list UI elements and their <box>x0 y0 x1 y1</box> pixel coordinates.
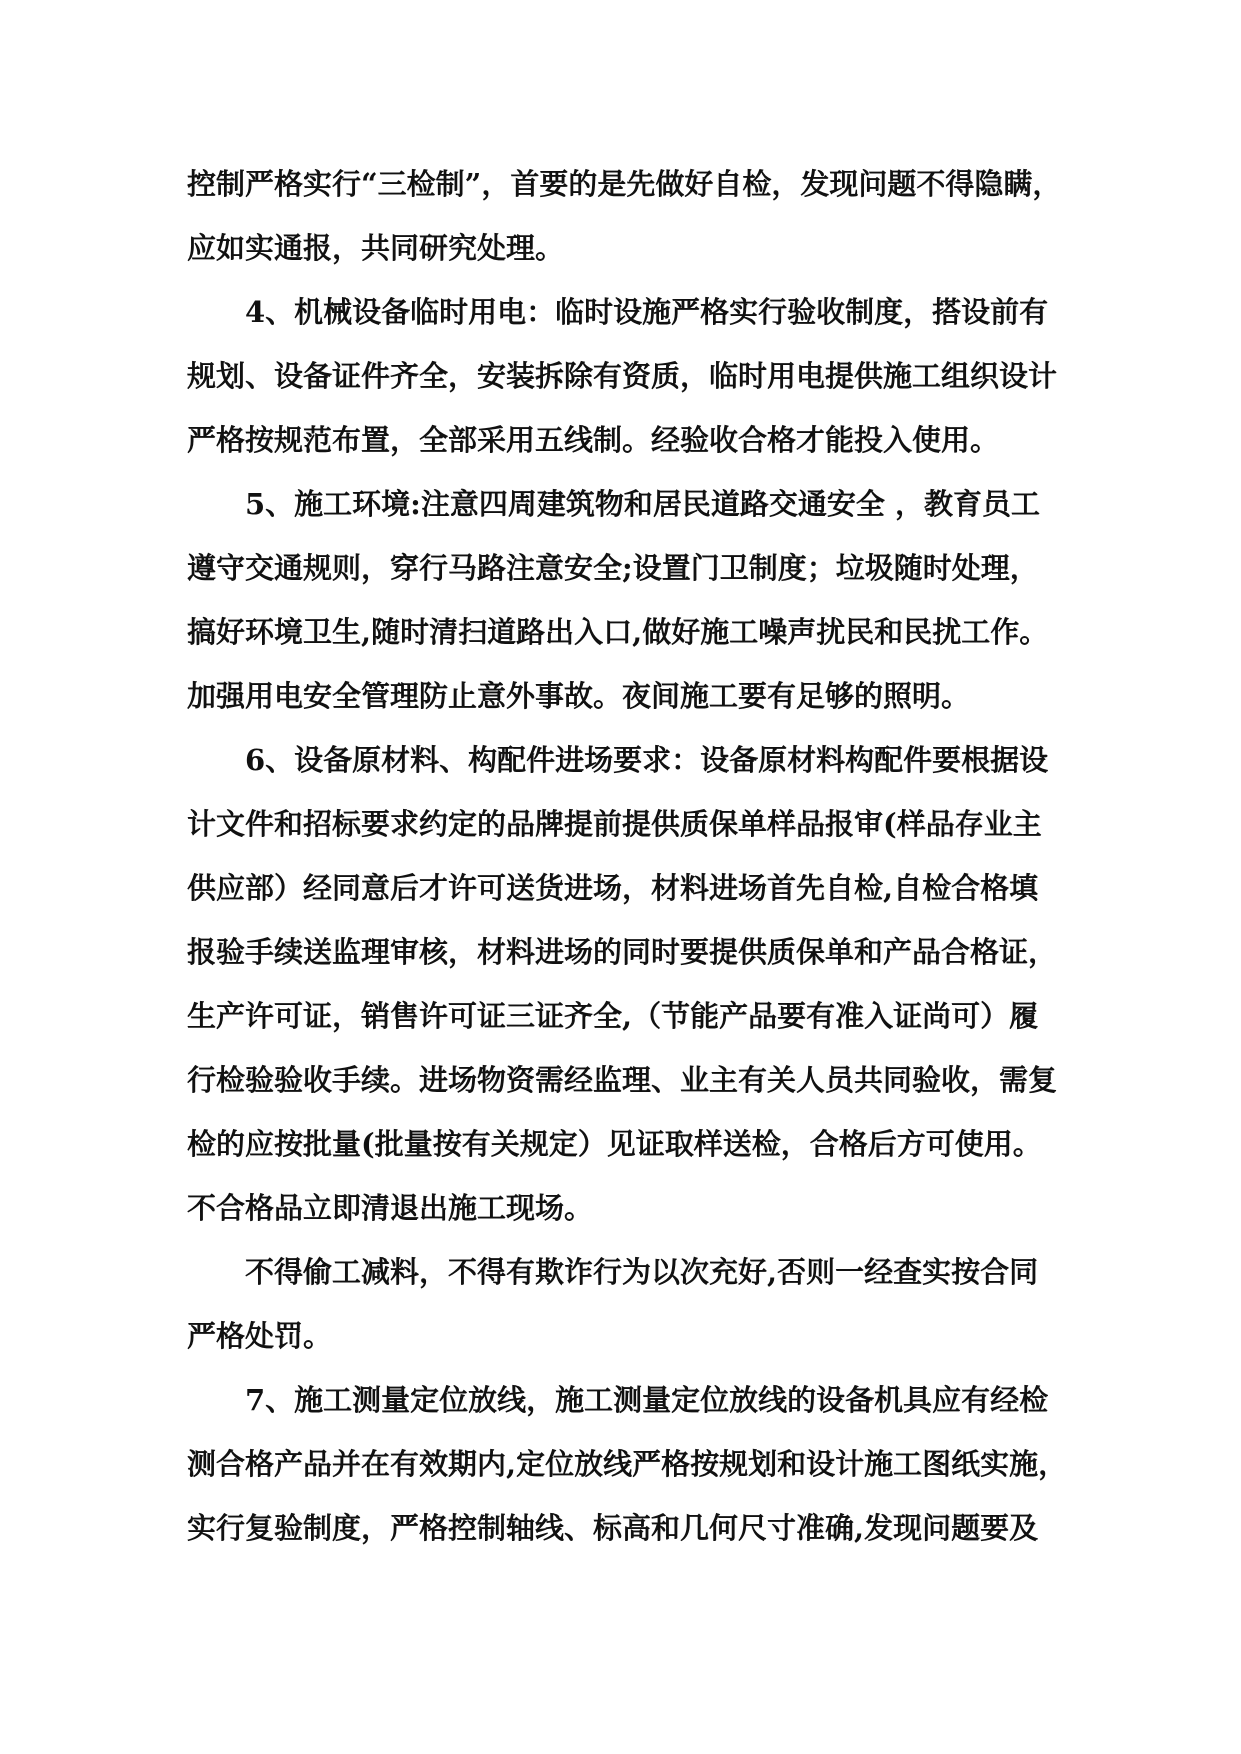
text-line: 搞好环境卫生,随时清扫道路出入口,做好施工噪声扰民和民扰工作。 <box>187 615 1049 649</box>
text-line: 应如实通报，共同研究处理。 <box>187 231 565 265</box>
text-line: 行检验验收手续。进场物资需经监理、业主有关人员共同验收，需复 <box>187 1063 1058 1097</box>
paragraph <box>187 728 1067 1240</box>
text-line: 生产许可证，销售许可证三证齐全,（节能产品要有准入证尚可）履 <box>187 999 1039 1033</box>
text-line: 实行复验制度，严格控制轴线、标高和几何尺寸准确,发现问题要及 <box>187 1511 1039 1545</box>
text-line: 严格按规范布置，全部采用五线制。经验收合格才能投入使用。 <box>187 423 1000 457</box>
paragraph <box>187 1240 1067 1368</box>
text-line: 计文件和招标要求约定的品牌提前提供质保单样品报审(样品存业主 <box>187 807 1042 841</box>
document-body <box>187 152 1067 1560</box>
text-line: 检的应按批量(批量按有关规定）见证取样送检，合格后方可使用。 <box>187 1127 1042 1161</box>
text-line: 7、施工测量定位放线，施工测量定位放线的设备机具应有经检 <box>245 1383 1049 1417</box>
text-line: 规划、设备证件齐全，安装拆除有资质，临时用电提供施工组织设计 <box>187 359 1058 393</box>
text-line: 遵守交通规则，穿行马路注意安全;设置门卫制度；垃圾随时处理， <box>187 551 1039 585</box>
text-line: 控制严格实行“三检制”，首要的是先做好自检，发现问题不得隐瞒， <box>187 167 1062 201</box>
text-line: 不得偷工减料，不得有欺诈行为以次充好,否则一经查实按合同 <box>245 1255 1039 1289</box>
text-line: 严格处罚。 <box>187 1319 333 1353</box>
text-line: 测合格产品并在有效期内,定位放线严格按规划和设计施工图纸实施， <box>187 1447 1068 1481</box>
paragraph <box>187 1368 1067 1560</box>
text-line: 不合格品立即清退出施工现场。 <box>187 1191 594 1225</box>
paragraph <box>187 472 1067 728</box>
text-line: 报验手续送监理审核，材料进场的同时要提供质保单和产品合格证， <box>187 935 1058 969</box>
paragraph <box>187 280 1067 472</box>
text-line: 4、机械设备临时用电：临时设施严格实行验收制度，搭设前有 <box>245 295 1049 329</box>
text-line: 加强用电安全管理防止意外事故。夜间施工要有足够的照明。 <box>187 679 971 713</box>
text-line: 5、施工环境:注意四周建筑物和居民道路交通安全 ，教育员工 <box>245 487 1040 521</box>
paragraph <box>187 152 1067 280</box>
text-line: 6、设备原材料、构配件进场要求：设备原材料构配件要根据设 <box>245 743 1049 777</box>
text-line: 供应部）经同意后才许可送货进场，材料进场首先自检,自检合格填 <box>187 871 1039 905</box>
